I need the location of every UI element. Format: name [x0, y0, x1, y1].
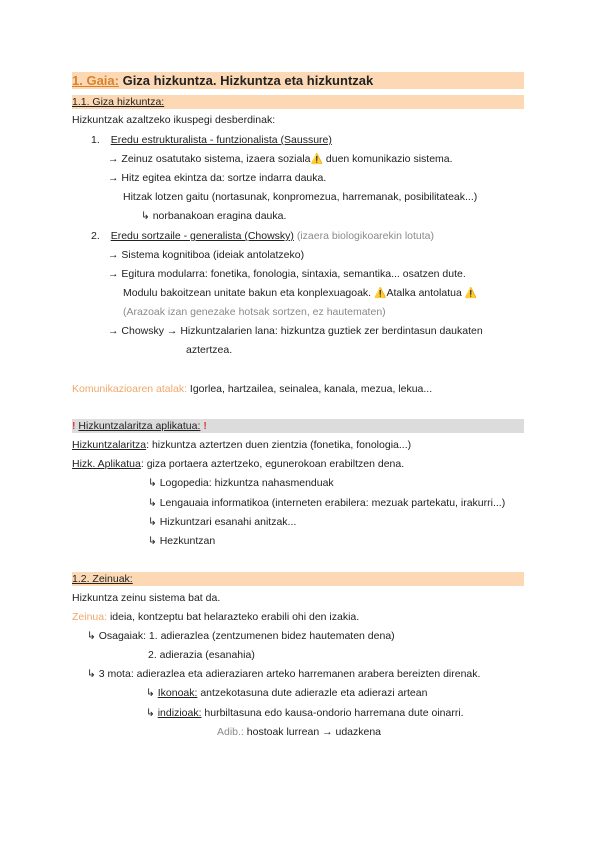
- line-aztertzea: aztertzea.: [186, 344, 233, 356]
- communication-label: Komunikazioaren atalak:: [72, 383, 187, 395]
- text: duen komunikazio sistema.: [322, 153, 453, 165]
- model-generative-label: Eredu sortzaile - generalista (Chowsky): [110, 230, 294, 242]
- types-line: ↳ 3 mota: adierazlea eta adieraziaren arteko harremanen arabera bereizten direnak.: [87, 668, 481, 680]
- list-item: ↳ Hezkuntzan: [148, 535, 216, 547]
- term: Hizkuntzalaritza: [72, 439, 147, 451]
- line-problems-note: (Arazoak izan genezake hotsak sortzen, ez hautematen): [123, 306, 386, 318]
- term: Hizk. Aplikatua: [72, 458, 141, 470]
- communication-text: Igorlea, hartzailea, seinalea, kanala, mezua, lekua...: [186, 383, 433, 395]
- model-note: (izaera biologikoarekin lotuta): [293, 230, 435, 242]
- arrow: ↳: [146, 687, 158, 699]
- list-number: 1.: [91, 134, 100, 146]
- line-social-system: [108, 152, 453, 166]
- section-heading-1-1: 1.1. Giza hizkuntza:: [72, 95, 524, 109]
- text: Atalka antolatua: [386, 287, 462, 299]
- components-line-2: 2. adierazia (esanahia): [148, 649, 255, 661]
- example-label: Adib.:: [217, 726, 244, 738]
- title-number: 1. Gaia:: [72, 73, 119, 88]
- indices-line: [146, 706, 464, 720]
- sign-label: Zeinua:: [72, 611, 108, 623]
- sign-text: ideia, kontzeptu bat helarazteko erabili ohi den izakia.: [107, 611, 360, 623]
- communication-parts: [72, 382, 432, 396]
- list-number: 2.: [91, 230, 100, 242]
- line-speech-act: → Hitz egitea ekintza da: sortze indarra dauka.: [108, 172, 327, 184]
- list-item: ↳ Hizkuntzari esanahi anitzak...: [148, 516, 297, 528]
- def-applied: [72, 457, 404, 471]
- def-linguistics: [72, 438, 411, 452]
- term: Ikonoak:: [157, 687, 198, 699]
- model-structural-label: Eredu estrukturalista - funtzionalista (Saussure): [110, 134, 332, 146]
- line-module-units: [123, 286, 477, 300]
- icons-line: [146, 686, 427, 700]
- sign-definition: [72, 610, 359, 624]
- list-item-1: [91, 133, 332, 147]
- line-modular: → Egitura modularra: fonetika, fonologia, sintaxia, semantika... osatzen dute.: [108, 268, 466, 280]
- exclamation-icon: !: [72, 420, 76, 432]
- example-line: [217, 725, 381, 739]
- line-individual-effect: ↳ norbanakoan eragina dauka.: [141, 210, 287, 222]
- sign-system-text: Hizkuntza zeinu sistema bat da.: [72, 592, 221, 604]
- page-title: [72, 72, 524, 89]
- section-heading-1-2: 1.2. Zeinuak:: [72, 572, 524, 586]
- warning-icon: ⚠️: [310, 154, 323, 165]
- line-cognitive: → Sistema kognitiboa (ideiak antolatzeko): [108, 249, 305, 261]
- applied-heading-text: Hizkuntzalaritza aplikatua:: [78, 420, 201, 432]
- list-item: ↳ Logopedia: hizkuntza nahasmenduak: [148, 477, 334, 489]
- text: Modulu bakoitzean unitate bakun eta konplexuagoak.: [123, 287, 372, 299]
- exclamation-icon: !: [203, 420, 207, 432]
- list-item: ↳ Lengauaia informatikoa (interneten erabilera: mezuak partekatu, irakurri...): [148, 497, 506, 509]
- line-words-bind: Hitzak lotzen gaitu (nortasunak, konpromezua, harremanak, posibilitateak...): [123, 191, 478, 203]
- term: indizioak:: [157, 707, 202, 719]
- definition: : hizkuntza aztertzen duen zientzia (fonetika, fonologia...): [146, 439, 412, 451]
- line-chowsky-linguists: → Chowsky → Hizkuntzalarien lana: hizkuntza guztiek zer berdintasun daukaten: [108, 325, 483, 337]
- title-text: Giza hizkuntza. Hizkuntza eta hizkuntzak: [118, 73, 374, 88]
- definition: : giza portaera aztertzeko, egunerokoan erabiltzen dena.: [140, 458, 405, 470]
- components-line-1: ↳ Osagaiak: 1. adierazlea (zentzumenen bidez hautematen dena): [87, 630, 395, 642]
- list-item-2: [91, 229, 434, 243]
- applied-heading: [72, 419, 524, 433]
- definition: antzekotasuna dute adierazle eta adierazi artean: [197, 687, 428, 699]
- warning-icon: ⚠️: [464, 288, 478, 299]
- text: → Zeinuz osatutako sistema, izaera soziala: [108, 153, 311, 165]
- definition: hurbiltasuna edo kausa-ondorio harremana dute oinarri.: [201, 707, 464, 719]
- warning-icon: ⚠️: [374, 288, 387, 299]
- arrow: ↳: [146, 707, 158, 719]
- intro-text: Hizkuntzak azaltzeko ikuspegi desberdinak:: [72, 114, 276, 126]
- example-text: hostoak lurrean → udazkena: [243, 726, 382, 738]
